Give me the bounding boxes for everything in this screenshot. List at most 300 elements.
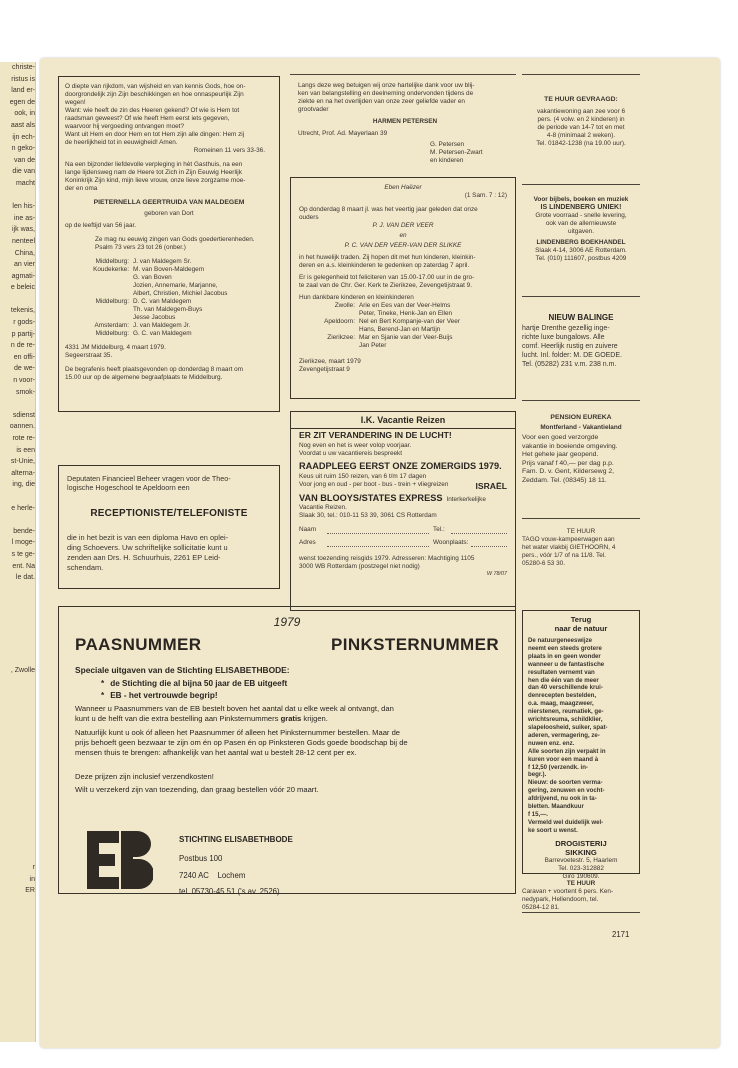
- margin-text-line: n de re-: [10, 342, 35, 350]
- travel-israel: ISRAËL: [475, 481, 507, 491]
- obituary-name: PIETERNELLA GEERTRUIDA VAN MALDEGEM: [93, 199, 245, 206]
- margin-text-line: ER: [25, 887, 35, 895]
- eb-p1-end: krijgen.: [303, 714, 328, 723]
- family-names: D. C. van Maldegem: [133, 298, 192, 305]
- margin-text-line: e beleic: [10, 284, 35, 292]
- margin-text-line: smok-: [15, 388, 35, 396]
- eb-year: 1979: [273, 615, 301, 629]
- family-names: Arie en Ees van der Veer-Helms: [359, 302, 451, 309]
- huur1-line: TAGO vouw-kampeerwagen aan: [522, 536, 615, 543]
- thanks-signers: [298, 141, 512, 165]
- margin-text-line: [0, 781, 35, 793]
- obituary-age: op de leeftijd van 56 jaar.: [65, 222, 137, 229]
- travel-brand-tag: Interkerkelijke: [446, 496, 486, 503]
- nature-shop2: SIKKING: [565, 847, 597, 857]
- nature-line: neemt een steeds grotere: [528, 644, 602, 652]
- family-place: [65, 282, 133, 290]
- margin-text-line: [0, 792, 35, 804]
- family-row: [299, 302, 507, 310]
- travel-form-name: Naam: [299, 526, 317, 533]
- ad-eureka: [522, 414, 640, 486]
- travel-form-tel-line[interactable]: [451, 526, 507, 534]
- margin-text-line: nenteel: [12, 237, 35, 245]
- ad-wanted: [522, 96, 640, 148]
- margin-text-line: len his-: [12, 203, 35, 211]
- margin-text-line: ijn ech-: [12, 133, 35, 141]
- obituary-maldegem: [58, 76, 280, 412]
- eureka-body: [522, 434, 640, 486]
- margin-text-line: agmati-: [11, 272, 35, 280]
- family-place: Apeldoorn:: [324, 318, 355, 325]
- closing-line: Zevengetijstraat 9: [299, 366, 350, 373]
- family-names: G. van Boven: [133, 274, 172, 281]
- margin-text-line: oannen.: [9, 423, 35, 431]
- family-row: [299, 318, 507, 326]
- eb-p2-line: Natuurlijk kunt u ook óf alleen het Paasnummer óf alleen het Pinksternummer bestellen. Maar de: [75, 728, 401, 737]
- travel-footer-line: 3000 WB Rotterdam (postzegel niet nodig): [299, 563, 420, 570]
- family-names: J. van Maldegem Sr.: [133, 258, 192, 265]
- balinge-line: Tel. (05282) 231 v.m. 238 n.m.: [522, 361, 617, 368]
- signer-line: M. Petersen-Zwart: [430, 149, 483, 156]
- eb-p1-line2: [75, 714, 499, 724]
- wanted-title: TE HUUR GEVRAAGD:: [544, 96, 618, 103]
- family-names: Nel en Bert Kompanje-van der Veer: [359, 318, 460, 325]
- margin-text-line: rote re-: [12, 435, 35, 442]
- eb-ad: [58, 606, 516, 894]
- bibles-addr: Slaak 4-14, 3006 AE Rotterdam.: [535, 247, 627, 254]
- travel-form-adres-line[interactable]: [327, 539, 429, 547]
- margin-text-line: ristus is: [11, 75, 35, 83]
- nature-line: aderen, vermagering, ze-: [528, 731, 600, 739]
- verse-line: Want uit Hem en door Hem en tot Hem zijn alle dingen: Hem zij: [65, 131, 245, 138]
- family-row: [299, 334, 507, 342]
- vacancy-intro-line: Deputaten Financieel Beheer vragen voor de Theo-: [67, 474, 231, 483]
- obituary-verse-ref: Romeinen 11 vers 33-36.: [193, 147, 265, 154]
- anniversary-closing: [299, 358, 507, 374]
- travel-sub-line: Nog even en het is weer volop voorjaar.: [299, 442, 412, 449]
- family-place: [299, 310, 359, 318]
- family-place: Koudekerke:: [93, 266, 129, 273]
- vacancy-body-line: zenden aan Drs. H. Schuurhuis, 2261 EP Leid-: [67, 553, 221, 562]
- margin-text-line: [0, 653, 35, 665]
- family-row: [299, 342, 507, 350]
- bibles-tel: Tel. (010) 111607, postbus 4209: [535, 255, 627, 262]
- margin-text-line: sdienst: [12, 411, 35, 419]
- bibles-line1: Voor bijbels, boeken en muziek: [533, 196, 629, 203]
- eb-addr1: Postbus 100: [179, 854, 223, 863]
- huur1-line: 05280-6 53 30.: [522, 560, 565, 567]
- margin-text-line: [0, 595, 35, 607]
- obituary-burial: [65, 366, 273, 382]
- anniversary-person2: P. C. VAN DER VEER-VAN DER SLIKKE: [344, 242, 462, 249]
- divider: [522, 912, 640, 913]
- margin-text-line: [0, 642, 35, 654]
- eb-bullet-1: [75, 679, 499, 688]
- travel-header-rule: [291, 428, 515, 429]
- family-row: [65, 290, 273, 298]
- balinge-line: comf. Heerlijk rustig en zuivere: [522, 343, 618, 350]
- travel-form-name-row: [299, 526, 507, 534]
- anniversary-family: [299, 302, 507, 350]
- vacancy-body-line: die in het bezit is van een diploma Havo en oplei-: [67, 533, 229, 542]
- margin-text-line: aast als: [10, 121, 35, 129]
- wanted-line: pers. (4 volw. en 2 kinderen) in: [537, 116, 625, 123]
- family-row: [65, 266, 273, 274]
- eureka-line: Zeddam. Tel. (08345) 18 11.: [522, 476, 607, 484]
- travel-form-tel: Tel.:: [433, 526, 445, 533]
- ad-nature: [522, 610, 640, 880]
- nature-title-line: naar de natuur: [554, 624, 608, 633]
- balinge-body: [522, 324, 640, 369]
- travel-brand-row: [299, 493, 507, 504]
- nature-line: De natuurgeneeswijze: [528, 637, 593, 644]
- travel-details-row: [299, 481, 507, 491]
- family-names: G. C. van Maldegem: [133, 330, 192, 337]
- eureka-sub: Montferland - Vakantieland: [540, 424, 622, 431]
- margin-text-line: [0, 514, 35, 526]
- bibles-shop: LINDENBERG BOEKHANDEL: [536, 239, 626, 246]
- family-names: Jan Peter: [359, 342, 387, 349]
- eb-p4: Wilt u verzekerd zijn van toezending, dan graag bestellen vóór 20 maart.: [75, 785, 319, 794]
- margin-text-line: [0, 839, 35, 851]
- nature-line: hen die één van de meer: [528, 676, 599, 684]
- travel-header: I.K. Vacantie Reizen: [360, 415, 446, 425]
- family-place: Zierikzee:: [327, 334, 355, 341]
- nature-line: f 15,—.: [528, 810, 548, 818]
- family-row: [65, 282, 273, 290]
- margin-text-line: [0, 827, 35, 839]
- verse-line: wegen!: [65, 99, 86, 106]
- eb-p3: Deze prijzen zijn inclusief verzendkosten!: [75, 772, 214, 781]
- margin-text-line: tekenis,: [10, 307, 35, 315]
- nature-addr-line: Giro 190609.: [562, 872, 600, 880]
- anniversary-heading: Eben Haëzer: [384, 184, 422, 191]
- vacancy-body-line: ding Schoevers. Uw schriftelijke sollicitatie kunt u: [67, 543, 228, 552]
- anniversary-reception: [299, 274, 507, 290]
- eb-bullet-2: [75, 691, 499, 700]
- vacancy-intro: [67, 474, 271, 492]
- margin-text-line: die van: [12, 168, 35, 176]
- margin-text-line: p partij-: [11, 330, 35, 338]
- margin-text-line: [0, 630, 35, 642]
- eb-p2-line: prijs behoeft geen bezwaar te zijn om én op Pasen én op Pinksteren Gods goede boodschap bij de: [75, 738, 408, 747]
- margin-text-line: ook, in: [14, 110, 35, 118]
- nature-shop: DROGISTERIJ: [555, 838, 607, 848]
- margin-text-line: e herle-: [11, 504, 35, 512]
- bullet-star-icon: *: [101, 679, 105, 688]
- family-names: M. van Boven-Maldegem: [133, 266, 205, 273]
- nature-line: o.a. maag, maagzweer,: [528, 700, 594, 708]
- eb-right-title: PINKSTERNUMMER: [330, 635, 499, 654]
- obituary-sung: [65, 236, 273, 252]
- intro-line: lange lijdensweg nam de Heere tot Zich in Zijn Eeuwig Heerlijk: [65, 169, 242, 176]
- travel-headline: ER ZIT VERANDERING IN DE LUCHT!: [299, 430, 452, 440]
- margin-text-line: alterna-: [11, 469, 35, 477]
- family-row: [65, 306, 273, 314]
- ad-lindenberg: [522, 196, 640, 263]
- margin-text-line: [0, 746, 35, 758]
- thanks-body: [298, 82, 512, 114]
- margin-text-line: van de: [13, 156, 35, 164]
- margin-text-line: r gods-: [13, 319, 35, 327]
- eb-subtitle: Speciale uitgaven van de Stichting ELISABETHBODE:: [75, 665, 290, 675]
- bullet-star-icon: *: [101, 691, 105, 700]
- anniversary-veer: [290, 177, 516, 399]
- signer-line: G. Petersen: [430, 141, 465, 148]
- margin-text-line: st-Unie,: [10, 458, 35, 466]
- family-place: [65, 314, 133, 322]
- huur2-line: Caravan + voortent 6 pers. Ken-: [522, 888, 614, 895]
- margin-text-line: de we-: [13, 365, 35, 373]
- anniversary-married: [299, 254, 507, 270]
- margin-text-line: s te ge-: [11, 550, 35, 558]
- family-place: Middelburg:: [95, 258, 129, 265]
- margin-text-line: China,: [14, 249, 35, 257]
- margin-text-line: [0, 850, 35, 862]
- anniversary-intro: [299, 206, 507, 222]
- travel-form-woonplaats: Woonplaats:: [433, 539, 469, 546]
- wanted-line: 4-8 (minimaal 2 weken).: [546, 132, 616, 139]
- nature-addr-line: Tel. 023-312882: [558, 864, 604, 872]
- eb-paragraph-1: [75, 704, 499, 724]
- margin-text-line: [0, 700, 35, 712]
- nature-line: Vermeld wel duidelijk wel-: [528, 818, 604, 826]
- wanted-body: [522, 108, 640, 148]
- travel-sub-line: Voordat u uw vacantiereis bespreekt: [299, 450, 403, 457]
- margin-text-line: n geko-: [11, 145, 35, 153]
- nature-line: bletten. Maandkuur: [528, 803, 584, 811]
- family-names: J. van Maldegem Jr.: [133, 322, 191, 329]
- previous-page-margin: [0, 62, 36, 1042]
- balinge-title: NIEUW BALINGE: [548, 313, 614, 322]
- margin-text-line: ijk was,: [12, 226, 35, 234]
- nature-line: dan 40 verschillende krui-: [528, 684, 603, 692]
- margin-text-line: [0, 190, 35, 202]
- anniversary-person1: P. J. VAN DER VEER: [372, 222, 434, 229]
- family-place: Amsterdam:: [94, 322, 129, 329]
- margin-text-line: [0, 619, 35, 631]
- eb-paragraph-2: [75, 728, 499, 758]
- margin-text-line: land er-: [11, 87, 35, 95]
- eureka-line: Fam. D. v. Gent, Kildersewg 2,: [522, 468, 615, 476]
- family-row: [65, 314, 273, 322]
- margin-text-line: , Zwolle: [10, 666, 35, 674]
- margin-text-line: egen de: [9, 98, 35, 106]
- verse-line: waarvoor hij vergoeding ontvangen moet?: [65, 123, 185, 130]
- margin-text-line: [0, 816, 35, 828]
- divider: [522, 400, 640, 401]
- eureka-line: vakantie in boeiende omgeving.: [522, 442, 618, 450]
- verse-line: O diepte van rijkdom, van wijsheid en van kennis Gods, hoe on-: [65, 83, 246, 90]
- verse-line: de heerlijkheid tot in eeuwigheid! Amen.: [65, 139, 178, 146]
- thanks-petersen: [298, 82, 512, 165]
- thanks-line: ziekte en na het overlijden van onze zeer geliefde vader en: [298, 98, 465, 105]
- family-place: [65, 290, 133, 298]
- bibles-line: ook van de allernieuwste: [545, 220, 617, 227]
- nature-line: begr.).: [528, 771, 547, 779]
- margin-text-line: en offi-: [13, 353, 35, 361]
- ad-huur-caravan: [522, 880, 640, 912]
- obituary-family: [65, 258, 273, 338]
- family-names: Albert, Christien, Michiel Jacobus: [133, 290, 228, 297]
- nature-line: wrichtsreuma, schildklier,: [528, 716, 603, 724]
- eb-p2-line: mensen thuis te brengen: afhankelijk van het aantal wat u bestelt 28-12 cent per ex.: [75, 748, 357, 757]
- wanted-line: vakantiewoning aan zee voor 6: [536, 108, 626, 115]
- married-line: in het huwelijk traden. Zij hopen dit met hun kinderen, kleinkin-: [299, 254, 476, 261]
- thanks-line: grootvader: [298, 106, 329, 113]
- nature-title-line: Terug: [570, 615, 592, 624]
- family-row: [65, 298, 273, 306]
- huur2-line: 05284-12 81.: [522, 904, 560, 911]
- travel-form-name-line[interactable]: [327, 526, 429, 534]
- travel-brand: VAN BLOOYS/STATES EXPRESS: [299, 493, 443, 503]
- margin-text-line: macht: [15, 179, 35, 187]
- margin-text-line: [0, 398, 35, 410]
- verse-line: Want: wie heeft de zin des Heeren gekend? Of wie is Hem tot: [65, 107, 240, 114]
- thanks-line: Langs deze weg betuigen wij onze hartelijke dank voor uw blij-: [298, 82, 475, 89]
- travel-ad: [290, 411, 516, 611]
- margin-text-line: l moge-: [11, 539, 35, 547]
- anniversary-thanks: Hun dankbare kinderen en kleinkinderen: [299, 294, 414, 301]
- nature-line: denrecepten bestelden,: [528, 692, 597, 700]
- eb-p1-gratis: gratis: [280, 714, 302, 723]
- wanted-line: Tel. 01842-1238 (na 19.00 uur).: [536, 140, 626, 147]
- nature-line: kuren voor een maand à: [528, 755, 599, 763]
- eb-org: STICHTING ELISABETHBODE: [179, 835, 293, 844]
- sung-line: Ze mag nu eeuwig zingen van Gods goedertierenheden.: [95, 236, 255, 243]
- balinge-line: richte luxe bungalows. Alle: [522, 334, 605, 341]
- sung-line: Psalm 73 vers 23 tot 26 (onber.): [95, 244, 186, 251]
- margin-text-line: is een: [16, 446, 35, 454]
- bibles-line3: [522, 212, 640, 236]
- nature-line: resultaten vernemt van: [528, 668, 595, 676]
- divider: [522, 184, 640, 185]
- balinge-line: lucht. Inl. folder: M. DE GOEDE.: [522, 352, 622, 359]
- nature-line: slapeloosheid, suiker, spat-: [528, 723, 608, 731]
- nature-body: [528, 637, 634, 835]
- margin-text-line: bende-: [13, 527, 35, 535]
- nature-line: plaats in en geen wonder: [528, 652, 601, 660]
- travel-brand-sub: Vacantie Reizen.: [299, 504, 347, 511]
- family-place: [65, 274, 133, 282]
- huur1-body: [522, 536, 640, 568]
- margin-text-line: [0, 769, 35, 781]
- family-names: Mar en Sjanie van der Veer-Buijs: [359, 334, 453, 341]
- travel-brand-addr: Slaak 30, tel.: 010-11 53 39, 3061 CS Rotterdam: [299, 512, 437, 519]
- family-row: [65, 330, 273, 338]
- family-row: [299, 326, 507, 334]
- family-names: Jozien, Annemarie, Marjanne,: [133, 282, 218, 289]
- obituary-intro: [65, 161, 273, 193]
- margin-text-line: le dat.: [15, 574, 35, 582]
- bibles-line: uitgaven.: [568, 228, 594, 235]
- eureka-line: Voor een goed verzorgde: [522, 434, 599, 441]
- intro-line: der en oma: [65, 185, 98, 192]
- eureka-title: PENSION EUREKA: [550, 414, 612, 421]
- margin-text-line: [0, 804, 35, 816]
- bibles-line: Grote voorraad - snelle levering,: [535, 212, 627, 219]
- family-row: [65, 258, 273, 266]
- margin-text-line: [0, 688, 35, 700]
- anniversary-ref: (1 Sam. 7 : 12): [464, 192, 507, 199]
- huur1-line: het water vlakbij GIETHOORN, 4: [522, 544, 616, 551]
- bibles-line2: IS LINDENBERG UNIEK!: [540, 204, 622, 211]
- travel-footer-line: wenst toezending reisgids 1979. Adresseren: Machtiging 1105: [299, 555, 475, 562]
- vacancy-title: RECEPTIONISTE/TELEFONISTE: [90, 508, 248, 519]
- nature-line: wanneer u de fantastische: [528, 660, 605, 668]
- margin-text-line: ent. Na: [12, 562, 35, 570]
- family-place: Middelburg:: [95, 298, 129, 305]
- margin-text-line: [0, 711, 35, 723]
- margin-text-line: christe-: [12, 64, 35, 71]
- thanks-line: ken van belangstelling en deelneming ondervonden tijdens de: [298, 90, 474, 97]
- thanks-place: Utrecht, Prof. Ad. Mayerlaan 39: [298, 130, 388, 137]
- nature-line: afdrijvend, nu ook in ta-: [528, 795, 597, 803]
- family-names: Hans, Berend-Jan en Martijn: [359, 326, 441, 333]
- margin-text-line: [0, 758, 35, 770]
- nature-line: ke soort u wenst.: [528, 826, 578, 834]
- anniversary-and: en: [399, 232, 407, 239]
- nature-title: [528, 615, 634, 633]
- nature-line: nuwen enz. enz.: [528, 739, 575, 747]
- margin-text-line: in: [29, 875, 35, 883]
- intro-line: Koninkrijk Zijn kind, mijn lieve vrouw, onze lieve zorgzame moe-: [65, 177, 246, 184]
- reception-line: te zaal van de Chr. Ger. Kerk te Zierikzee, Zevengetijstraat 9.: [299, 282, 472, 289]
- ad-huur-tago: [522, 528, 640, 568]
- eb-titles: [75, 635, 499, 655]
- eb-p1-line1: Wanneer u Paasnummers van de EB bestelt boven het aantal dat u elke week al ontvangt, dan: [75, 704, 394, 713]
- margin-text-line: [0, 584, 35, 596]
- divider: [290, 74, 516, 75]
- travel-details-2: Voor jong en oud - per boot - bus - trein + vliegreizen: [299, 481, 449, 488]
- address-line: 4331 JM Middelburg, 4 maart 1979.: [65, 344, 166, 351]
- eb-bullet1-text: de Stichting die al bijna 50 jaar de EB uitgeeft: [110, 679, 288, 688]
- margin-text-line: [0, 676, 35, 688]
- eb-bullet2-text: EB - het vertrouwde begrip!: [110, 691, 218, 700]
- signer-line: en kinderen: [430, 157, 464, 164]
- wanted-line: de periode van 14-7 tot en met: [537, 124, 625, 131]
- travel-cta: RAADPLEEG EERST ONZE ZOMERGIDS 1979.: [299, 461, 502, 471]
- divider: [522, 296, 640, 297]
- margin-text-line: ine as-: [13, 214, 35, 222]
- intro-line: ouders: [299, 214, 319, 221]
- vacancy-deputaten: [58, 465, 280, 589]
- family-place: Zwolle:: [334, 302, 355, 309]
- margin-text-line: [0, 734, 35, 746]
- family-place: [299, 326, 359, 334]
- family-place: Middelburg:: [95, 330, 129, 337]
- travel-form-woonplaats-line[interactable]: [471, 539, 507, 547]
- divider: [522, 74, 640, 75]
- nature-addr: [528, 857, 634, 881]
- family-names: Jesse Jacobus: [133, 314, 176, 321]
- balinge-line: hartje Drenthe gezellig inge-: [522, 325, 610, 332]
- family-row: [65, 322, 273, 330]
- nature-line: gering, zenuwen en vocht-: [528, 787, 605, 795]
- travel-code: W 78/07: [486, 571, 507, 577]
- family-place: [65, 306, 133, 314]
- margin-text-line: [0, 723, 35, 735]
- obituary-address: [65, 344, 273, 360]
- intro-line: Na een bijzonder liefdevolle verpleging in hèt Gasthuis, na een: [65, 161, 243, 168]
- page-number: 2171: [612, 930, 630, 939]
- margin-text-line: ing, die: [12, 481, 35, 489]
- family-names: Peter, Tineke, Henk-Jan en Ellen: [359, 310, 453, 317]
- vacancy-intro-line: logische Hogeschool te Apeldoorn een: [67, 483, 190, 492]
- vacancy-body: [67, 533, 271, 573]
- verse-line: raadsman geweest? Of wie heeft Hem eerst iets gegeven,: [65, 115, 230, 122]
- margin-text-line: n voor-: [13, 377, 35, 385]
